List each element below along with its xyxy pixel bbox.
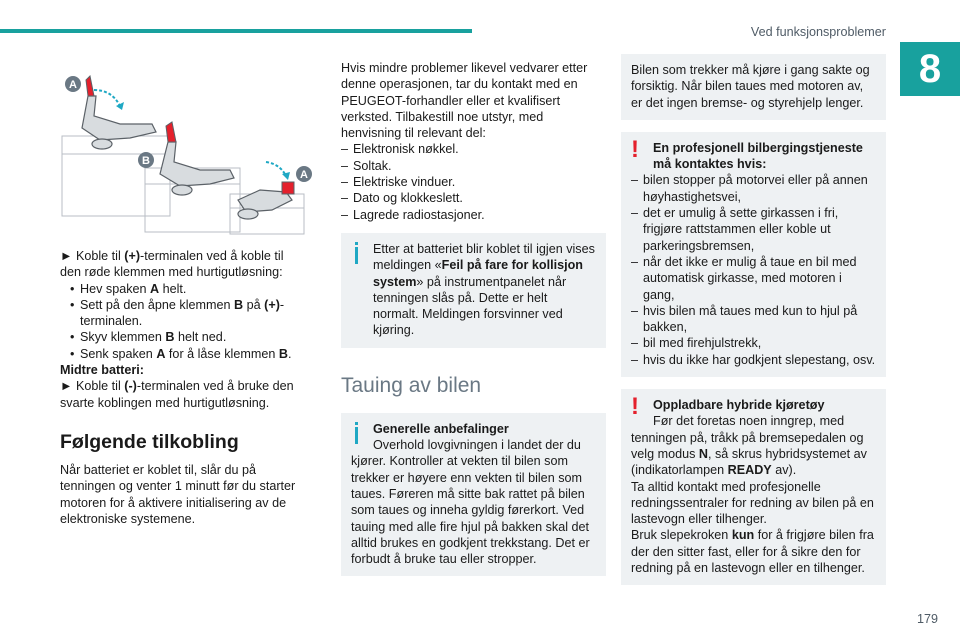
list-item: • Hev spaken A helt. <box>70 281 306 297</box>
hybrid-title: Oppladbare hybride kjøretøy <box>653 398 825 413</box>
hybrid-text-2: Ta alltid kontakt med profesjonelle redningssentraler for redning av bilen på en lastevogn eller tilhenger. <box>631 479 874 527</box>
section-title: Ved funksjonsproblemer <box>750 25 886 39</box>
hybrid-text-1: Før det foretas noen inngrep, med tenningen på, tråkk på bremsepedalen og velg modus N, så skrus hybridsystemet av (indikatorlampen READY av). <box>631 414 867 478</box>
professional-service-list <box>631 172 876 368</box>
list-item: – Soltak. <box>341 158 606 174</box>
list-item: • Sett på den åpne klemmen B på (+)-terminalen. <box>70 297 306 330</box>
recommendations-title: Generelle anbefalinger <box>373 421 509 436</box>
list-item: – Elektriske vinduer. <box>341 174 606 190</box>
header-rule <box>0 29 472 33</box>
list-item: – Lagrede radiostasjoner. <box>341 207 606 223</box>
middle-battery-heading: Midtre batteri: <box>60 363 144 378</box>
column-middle <box>341 60 606 576</box>
towing-heading: Tauing av bilen <box>341 373 482 397</box>
connect-plus-instruction: ► Koble til (+)-terminalen ved å koble til den røde klemmen med hurtigutløsning: <box>60 249 284 280</box>
list-item: • Skyv klemmen B helt ned. <box>70 329 306 345</box>
figure-label-b <box>138 152 154 168</box>
warning-title: En profesjonell bilbergingstjeneste må kontaktes hvis: <box>653 140 863 172</box>
battery-clamp-illustration <box>60 66 306 236</box>
page-number: 179 <box>916 612 938 626</box>
clamp-steps-list <box>60 281 306 362</box>
list-item: – Dato og klokkeslett. <box>341 190 606 206</box>
chapter-tab: 8 <box>900 42 960 96</box>
list-item: – hvis du ikke har godkjent slepestang, osv. <box>631 352 876 368</box>
list-item: – bilen stopper på motorvei eller på annen høyhastighetsvei, <box>631 172 876 205</box>
column-right <box>621 54 886 585</box>
info-icon <box>350 242 363 264</box>
svg-text:A: A <box>69 79 77 91</box>
list-item: – det er umulig å sette girkassen i fri, frigjøre rattstammen eller koble ut parkeringsbremsen, <box>631 205 876 254</box>
following-connection-text: Når batteriet er koblet til, slår du på tenningen og venter 1 minutt før du starter motoren for å aktivere initialisering av de elektroniske systemene. <box>60 462 296 526</box>
info-box-collision-message: Etter at batteriet blir koblet til igjen vises meldingen «Feil på fare for kollisjon system» på instrumentpanelet når tenningen slås på. Dette er helt normalt. Meldingen forsvinner ved kjøring. <box>341 233 606 348</box>
towing-note-box <box>621 54 886 120</box>
reset-intro: Hvis mindre problemer likevel vedvarer etter denne operasjonen, tar du kontakt med en PEUGEOT-forhandler eller et kvalifisert verksted. Tilbakestill noe utstyr, med henvisning til relevant del: <box>341 61 588 141</box>
figure-label-a-1 <box>65 76 81 92</box>
warning-icon: ! <box>631 135 639 163</box>
info-box-general-recommendations <box>341 413 606 577</box>
battery-clamp-icon <box>60 66 306 236</box>
list-item: – bil med firehjulstrekk, <box>631 335 876 351</box>
svg-text:A: A <box>300 169 308 181</box>
warning-box-hybrid <box>621 389 886 585</box>
info-icon <box>350 422 363 444</box>
svg-text:B: B <box>142 155 150 167</box>
recommendations-text: Overhold lovgivningen i landet der du kjører. Kontroller at vekten til bilen som trekker er høyere enn vekten til bilen som taues. Føreren må sitte bak rattet på bilen som taues og inneha gyldig førerkort. Ved tauing med alle fire hjul på bakken skal det alltid brukes en godkjent trekkstang. Det er forbudt å bruke tau eller stropper. <box>351 438 590 567</box>
following-connection-heading: Følgende tilkobling <box>60 430 239 453</box>
hybrid-text-3: Bruk slepekroken kun for å frigjøre bilen fra der den sitter fast, eller for å sikre den for redning på en lastevogn eller en tilhenger. <box>631 528 874 576</box>
column-left <box>60 66 306 527</box>
towing-note-text: Bilen som trekker må kjøre i gang sakte og forsiktig. Når bilen taues med motoren av, er det ingen bremse- og styrehjelp lenger. <box>631 63 870 110</box>
list-item: • Senk spaken A for å låse klemmen B. <box>70 346 306 362</box>
figure-label-a-2 <box>296 166 312 182</box>
warning-box-professional-service <box>621 132 886 377</box>
warning-icon: ! <box>631 393 639 421</box>
list-item: – når det ikke er mulig å taue en bil med automatisk girkasse, med motoren i gang, <box>631 254 876 303</box>
reset-equipment-list <box>341 141 606 222</box>
connect-minus-instruction: ► Koble til (-)-terminalen ved å bruke den svarte koblingen med hurtigutløsning. <box>60 379 294 410</box>
list-item: – Elektronisk nøkkel. <box>341 141 606 157</box>
list-item: – hvis bilen må taues med kun to hjul på bakken, <box>631 303 876 336</box>
